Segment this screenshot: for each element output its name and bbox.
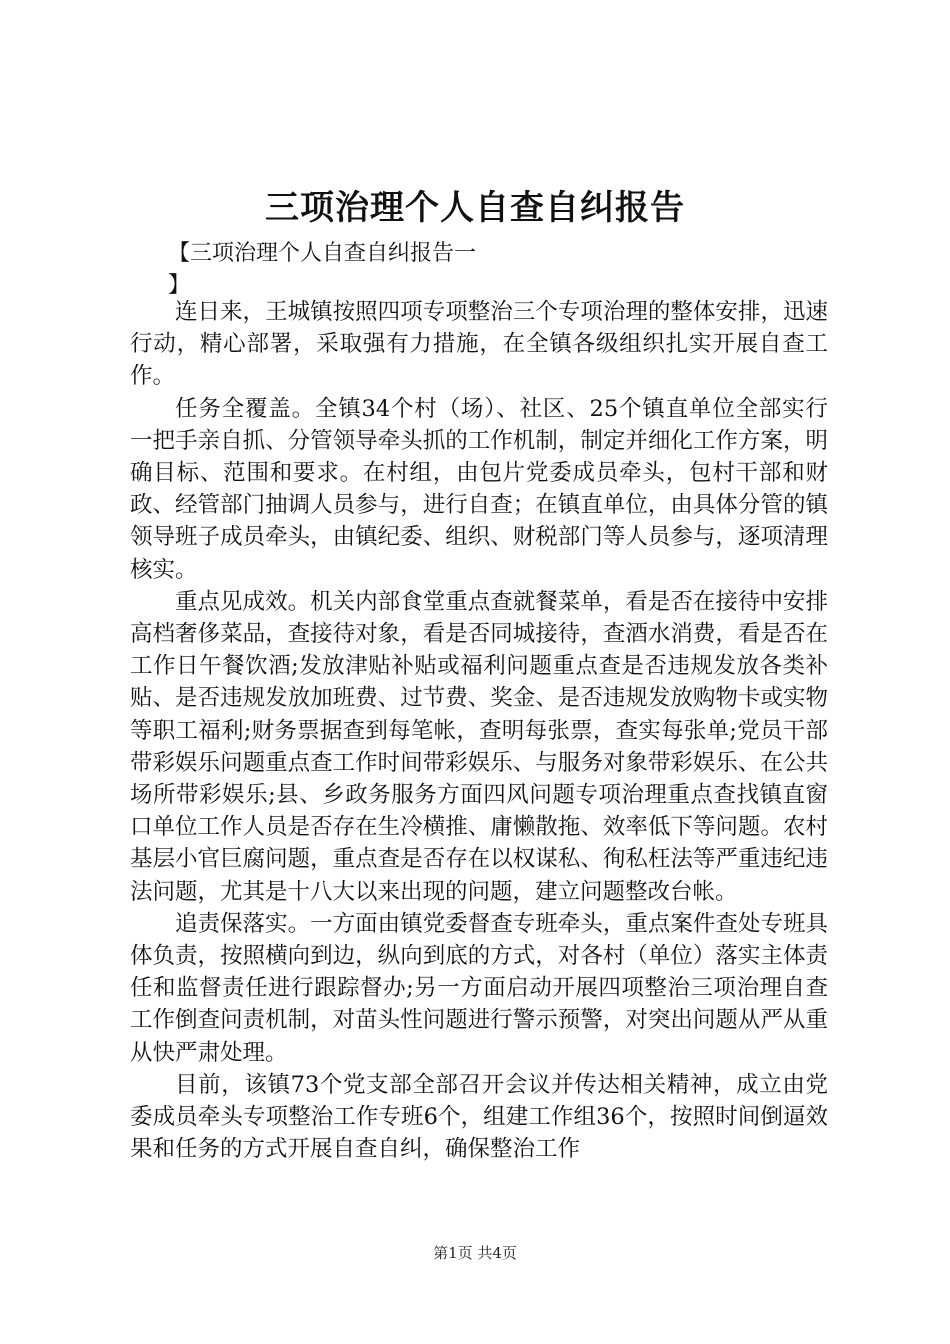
page-number-footer: 第1页 共4页 bbox=[433, 1244, 517, 1262]
paragraph-current-status: 目前，该镇73个党支部全部召开会议并传达相关精神，成立由党委成员牵头专项整治工作专班6个，组建工作组36个，按照时间倒逼效果和任务的方式开展自查自纠，确保整治工作 bbox=[130, 1071, 828, 1163]
paragraph-task-coverage: 任务全覆盖。全镇34个村（场）、社区、25个镇直单位全部实行一把手亲自抓、分管领导牵头抓的工作机制，制定并细化工作方案，明确目标、范围和要求。在村组，由包片党委成员牵头，包村干部和财政、经管部门抽调人员参与，进行自查；在镇直单位，由具体分管的镇领导班子成员牵头，由镇纪委、组织、财税部门等人员参与，逐项清理核实。 bbox=[130, 395, 828, 583]
paragraph-key-results: 重点见成效。机关内部食堂重点查就餐菜单，看是否在接待中安排高档奢侈菜品，查接待对象，看是否同城接待，查酒水消费，看是否在工作日午餐饮酒;发放津贴补贴或福利问题重点查是否违规发放各类补贴、是否违规发放加班费、过节费、奖金、是否违规发放购物卡或实物等职工福利;财务票据查到每笔帐，查明每张票，查实每张单;党员干部带彩娱乐问题重点查工作时间带彩娱乐、与服务对象带彩娱乐、在公共场所带彩娱乐;县、乡政务服务方面四风问题专项治理重点查找镇直窗口单位工作人员是否存在生冷横推、庸懒散拖、效率低下等问题。农村基层小官巨腐问题，重点查是否存在以权谋私、徇私枉法等严重违纪违法问题，尤其是十八大以来出现的问题，建立问题整改台帐。 bbox=[130, 588, 828, 905]
subtitle-line-1: 【三项治理个人自查自纠报告一 bbox=[168, 241, 477, 266]
document-subtitle bbox=[168, 238, 828, 302]
paragraph-accountability: 追责保落实。一方面由镇党委督查专班牵头，重点案件查处专班具体负责，按照横向到边，纵向到底的方式，对各村（单位）落实主体责任和监督责任进行跟踪督办;另一方面启动开展四项整治三项治理自查工作倒查问责机制，对苗头性问题进行警示预警，对突出问题从严从重从快严肃处理。 bbox=[130, 910, 828, 1066]
document-body bbox=[130, 296, 828, 1165]
subtitle-line-2: 】 bbox=[168, 273, 191, 298]
paragraph-intro: 连日来，王城镇按照四项专项整治三个专项治理的整体安排，迅速行动，精心部署，采取强有力措施，在全镇各级组织扎实开展自查工作。 bbox=[130, 299, 828, 390]
document-title: 三项治理个人自查自纠报告 bbox=[265, 188, 685, 228]
